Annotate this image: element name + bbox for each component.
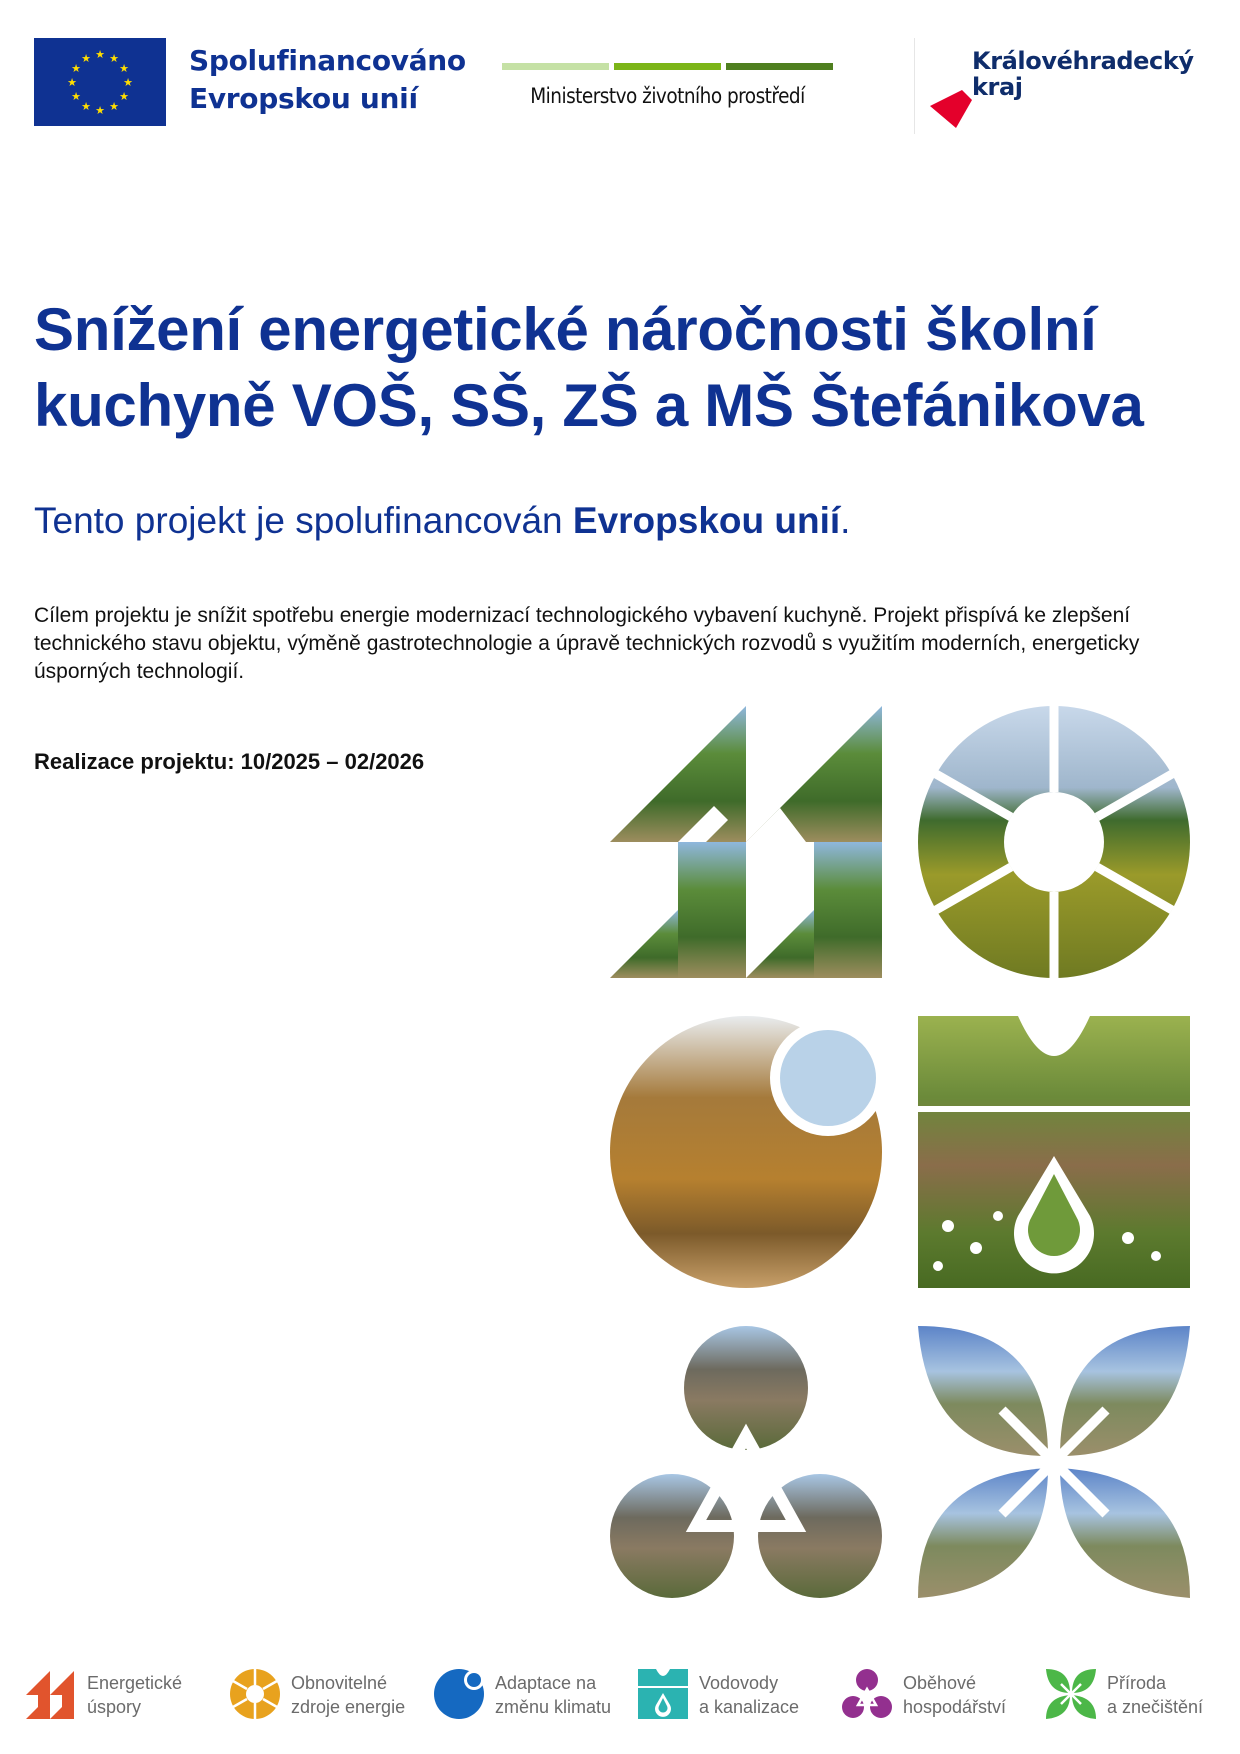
footer-label-line2: úspory (87, 1697, 142, 1717)
footer-label (87, 1671, 182, 1719)
svg-text:★: ★ (71, 91, 81, 103)
footer-label (903, 1671, 1006, 1719)
footer-label (291, 1671, 405, 1719)
subtitle-prefix: Tento projekt je spolufinancován (34, 500, 573, 541)
renewable-energy-motif (918, 706, 1190, 978)
energy-savings-icon (26, 1669, 76, 1719)
climate-icon (434, 1669, 484, 1719)
footer-label-line1: Příroda (1107, 1673, 1167, 1693)
project-period: Realizace projektu: 10/2025 – 02/2026 (34, 749, 425, 774)
nature-pollution-motif (918, 1326, 1190, 1598)
footer-label (495, 1671, 611, 1719)
footer-label-line2: a kanalizace (699, 1697, 800, 1717)
sun-icon (230, 1669, 280, 1719)
climate-adaptation-motif (610, 1016, 882, 1288)
footer-label-line1: Vodovody (699, 1673, 779, 1693)
eu-stars-icon (34, 38, 166, 126)
region-line2: kraj (972, 73, 1023, 101)
water-drop-icon (638, 1669, 688, 1719)
project-description: Cílem projektu je snížit spotřebu energie modernizací technologického vybavení kuchyně. Projekt přispívá ke zlepšení technického stavu objektu, výměně gastrotechnologie a úpravě technických rozvodů s využitím moderních, energeticky úsporných technologií. (34, 604, 1140, 683)
footer-label-line1: Adaptace na (495, 1673, 597, 1693)
svg-text:★: ★ (109, 53, 119, 65)
eu-flag-logo (34, 38, 166, 126)
svg-text:★: ★ (95, 49, 105, 61)
region-logo-text (972, 48, 1194, 100)
page-title: Snížení energetické náročnosti školní kuchyně VOŠ, SŠ, ZŠ a MŠ Štefánikova (34, 296, 1144, 439)
footer-label-line2: a znečištění (1107, 1697, 1204, 1717)
subtitle-bold: Evropskou unií (572, 500, 841, 541)
energy-savings-motif (610, 706, 882, 978)
water-sewage-motif (918, 1016, 1190, 1288)
recycle-icon (842, 1669, 892, 1719)
footer-label-line2: hospodářství (903, 1697, 1007, 1717)
svg-text:★: ★ (109, 101, 119, 113)
footer-label (699, 1671, 799, 1719)
svg-text:★: ★ (95, 105, 105, 117)
footer-label-line2: zdroje energie (291, 1697, 406, 1717)
svg-text:★: ★ (81, 101, 91, 113)
subtitle-suffix: . (840, 500, 851, 541)
svg-text:★: ★ (119, 91, 129, 103)
circular-economy-motif (610, 1326, 882, 1598)
butterfly-leaf-icon (1046, 1669, 1096, 1719)
svg-text:★: ★ (67, 77, 77, 89)
footer-label-line1: Obnovitelné (291, 1673, 388, 1693)
region-line1: Královéhradecký (972, 47, 1194, 75)
ministry-logo-bars (502, 63, 833, 70)
svg-text:★: ★ (81, 53, 91, 65)
footer-label (1107, 1671, 1203, 1719)
svg-text:★: ★ (71, 63, 81, 75)
header-divider (914, 38, 915, 134)
svg-text:★: ★ (123, 77, 133, 89)
region-chevron-icon (928, 88, 988, 132)
footer-label-line2: změnu klimatu (495, 1697, 612, 1717)
footer-label-line1: Energetické (87, 1673, 183, 1693)
ministry-name: Ministerstvo životního prostředí (530, 84, 805, 108)
eu-text-line1: Spolufinancováno (189, 44, 466, 77)
footer-label-line1: Oběhové (903, 1673, 977, 1693)
eu-cofinanced-label (189, 42, 466, 118)
svg-text:★: ★ (119, 63, 129, 75)
eu-text-line2: Evropskou unií (189, 82, 418, 115)
subtitle (34, 500, 850, 542)
